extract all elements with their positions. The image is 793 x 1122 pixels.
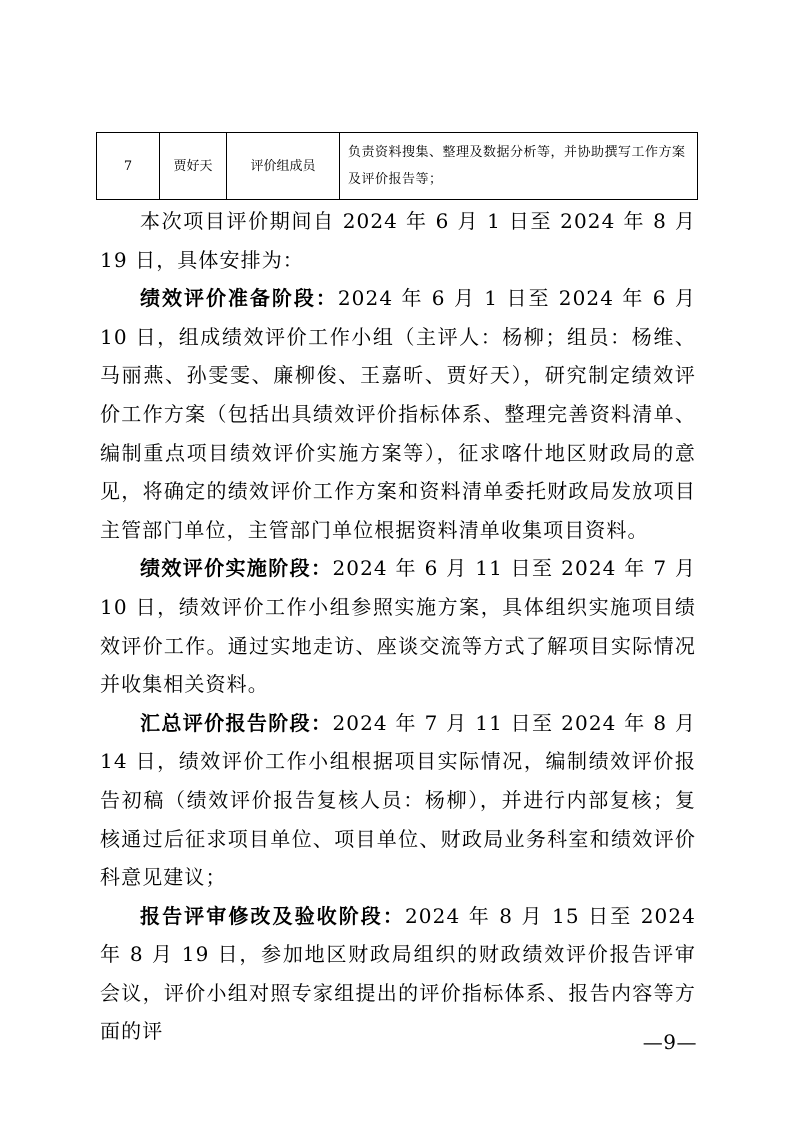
member-role: 评价组成员 xyxy=(227,133,340,200)
paragraph-review-stage xyxy=(100,897,696,1051)
team-table xyxy=(96,132,698,200)
member-name: 贾好天 xyxy=(160,133,227,200)
paragraph-intro xyxy=(100,202,696,279)
paragraph-preparation-stage xyxy=(100,279,696,549)
paragraph-text: 2024 年 8 月 15 日至 2024 年 8 月 19 日，参加地区财政局组织的财政绩效评价报告评审会议，评价小组对照专家组提出的评价指标体系、报告内容等方面的评 xyxy=(100,903,697,1044)
paragraph-implementation-stage xyxy=(100,549,696,703)
member-number: 7 xyxy=(97,133,160,200)
table-row xyxy=(97,133,698,200)
paragraph-report-stage xyxy=(100,704,696,897)
page-number: —9— xyxy=(642,1030,697,1054)
paragraph-heading: 汇总评价报告阶段： xyxy=(140,710,333,735)
paragraph-heading: 绩效评价实施阶段： xyxy=(140,556,333,581)
paragraph-text: 2024 年 6 月 11 日至 2024 年 7 月 10 日，绩效评价工作小组参照实施方案，具体组织实施项目绩效评价工作。通过实地走访、座谈交流等方式了解项目实际情况并收集相关资料。 xyxy=(100,556,696,697)
document-body xyxy=(100,202,696,1051)
paragraph-text: 2024 年 7 月 11 日至 2024 年 8 月 14 日，绩效评价工作小组根据项目实际情况，编制绩效评价报告初稿（绩效评价报告复核人员：杨柳），并进行内部复核；复核通过后征求项目单位、项目单位、财政局业务科室和绩效评价科意见建议； xyxy=(100,710,696,890)
paragraph-text: 本次项目评价期间自 2024 年 6 月 1 日至 2024 年 8 月 19 日，具体安排为： xyxy=(100,209,696,272)
paragraph-text: 2024 年 6 月 1 日至 2024 年 6 月 10 日，组成绩效评价工作小组（主评人：杨柳；组员：杨维、马丽燕、孙雯雯、廉柳俊、王嘉昕、贾好天），研究制定绩效评价工作方案（包括出具绩效评价指标体系、整理完善资料清单、编制重点项目绩效评价实施方案等），征求喀什地区财政局的意见，将确定的绩效评价工作方案和资料清单委托财政局发放项目主管部门单位，主管部门单位根据资料清单收集项目资料。 xyxy=(100,286,696,542)
paragraph-heading: 绩效评价准备阶段： xyxy=(140,286,338,311)
member-duty: 负责资料搜集、整理及数据分析等，并协助撰写工作方案及评价报告等； xyxy=(340,133,698,200)
paragraph-heading: 报告评审修改及验收阶段： xyxy=(140,903,405,928)
